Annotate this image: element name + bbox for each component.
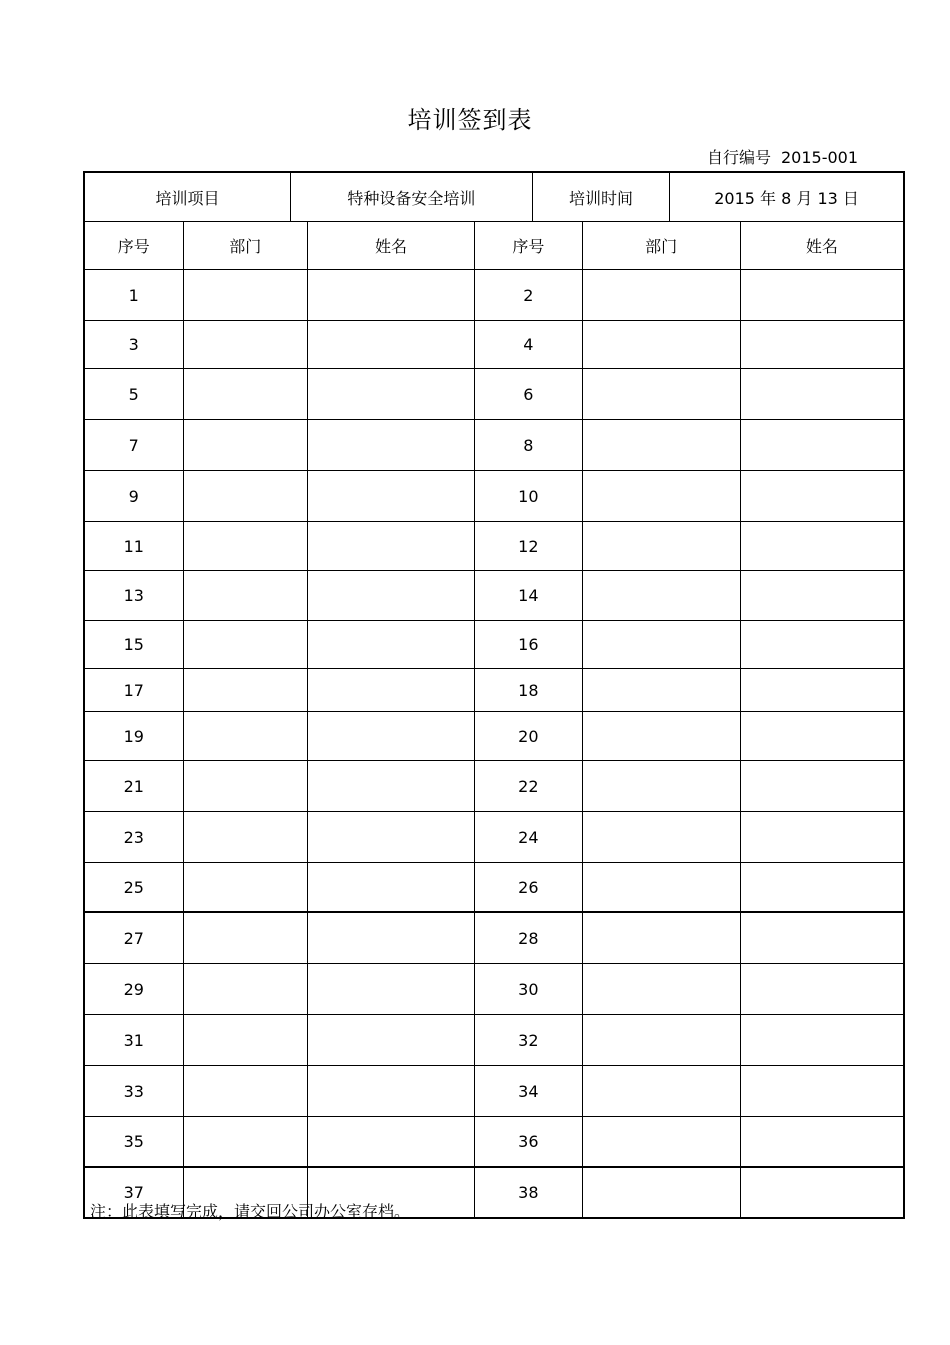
department-cell-left[interactable] — [184, 964, 308, 1014]
name-cell-left[interactable] — [308, 369, 475, 419]
table-header-info — [85, 173, 903, 222]
name-cell-left[interactable] — [308, 420, 475, 470]
table-row — [85, 1117, 903, 1168]
training-time-label: 培训时间 — [533, 173, 670, 221]
department-cell-right[interactable] — [583, 863, 741, 911]
department-cell-left[interactable] — [184, 913, 308, 963]
row-index-left: 25 — [85, 863, 184, 911]
name-cell-left[interactable] — [308, 761, 475, 811]
name-cell-left[interactable] — [308, 1015, 475, 1065]
sign-in-table — [83, 171, 905, 1219]
department-cell-left[interactable] — [184, 1015, 308, 1065]
row-index-right: 6 — [475, 369, 582, 419]
row-index-right: 24 — [475, 812, 582, 862]
name-cell-right[interactable] — [741, 761, 903, 811]
name-cell-left[interactable] — [308, 1066, 475, 1116]
table-row — [85, 321, 903, 369]
name-cell-right[interactable] — [741, 270, 903, 320]
name-cell-right[interactable] — [741, 522, 903, 570]
department-cell-right[interactable] — [583, 712, 741, 760]
name-cell-right[interactable] — [741, 621, 903, 668]
table-row — [85, 1066, 903, 1117]
name-cell-left[interactable] — [308, 270, 475, 320]
row-index-left: 31 — [85, 1015, 184, 1065]
name-cell-right[interactable] — [741, 669, 903, 711]
department-cell-right[interactable] — [583, 571, 741, 620]
department-cell-right[interactable] — [583, 471, 741, 521]
department-cell-right[interactable] — [583, 761, 741, 811]
row-index-left: 27 — [85, 913, 184, 963]
row-index-right: 28 — [475, 913, 582, 963]
department-cell-right[interactable] — [583, 1168, 741, 1217]
row-index-right: 22 — [475, 761, 582, 811]
document-number — [707, 145, 858, 168]
column-header-name-left: 姓名 — [308, 222, 475, 269]
row-index-left: 35 — [85, 1117, 184, 1166]
row-index-right: 10 — [475, 471, 582, 521]
table-row — [85, 761, 903, 812]
table-row — [85, 812, 903, 863]
row-index-left: 29 — [85, 964, 184, 1014]
table-row — [85, 621, 903, 669]
department-cell-right[interactable] — [583, 669, 741, 711]
name-cell-left[interactable] — [308, 522, 475, 570]
department-cell-right[interactable] — [583, 964, 741, 1014]
row-index-left: 23 — [85, 812, 184, 862]
row-index-right: 30 — [475, 964, 582, 1014]
department-cell-left[interactable] — [184, 812, 308, 862]
row-index-left: 21 — [85, 761, 184, 811]
name-cell-right[interactable] — [741, 1168, 903, 1217]
department-cell-left[interactable] — [184, 471, 308, 521]
department-cell-left[interactable] — [184, 1066, 308, 1116]
department-cell-right[interactable] — [583, 522, 741, 570]
training-project-label: 培训项目 — [85, 173, 291, 221]
name-cell-right[interactable] — [741, 812, 903, 862]
table-body — [85, 270, 903, 1217]
document-number-label: 自行编号 — [706, 148, 771, 167]
column-header-department-left: 部门 — [184, 222, 308, 269]
name-cell-left[interactable] — [308, 812, 475, 862]
row-index-left: 7 — [85, 420, 184, 470]
row-index-left: 17 — [85, 669, 184, 711]
row-index-left: 5 — [85, 369, 184, 419]
row-index-right: 2 — [475, 270, 582, 320]
department-cell-right[interactable] — [583, 1066, 741, 1116]
document-number-value: 2015-001 — [780, 148, 858, 167]
name-cell-right[interactable] — [741, 863, 903, 911]
department-cell-right[interactable] — [583, 621, 741, 668]
row-index-right: 8 — [475, 420, 582, 470]
department-cell-right[interactable] — [583, 369, 741, 419]
table-row — [85, 571, 903, 621]
name-cell-right[interactable] — [741, 1066, 903, 1116]
row-index-left: 9 — [85, 471, 184, 521]
department-cell-right[interactable] — [583, 1117, 741, 1166]
column-header-index-right: 序号 — [475, 222, 582, 269]
name-cell-right[interactable] — [741, 1015, 903, 1065]
department-cell-left[interactable] — [184, 712, 308, 760]
department-cell-right[interactable] — [583, 812, 741, 862]
row-index-right: 38 — [475, 1168, 582, 1217]
row-index-left: 15 — [85, 621, 184, 668]
row-index-right: 16 — [475, 621, 582, 668]
table-row — [85, 964, 903, 1015]
name-cell-left[interactable] — [308, 471, 475, 521]
row-index-left: 33 — [85, 1066, 184, 1116]
name-cell-right[interactable] — [741, 369, 903, 419]
department-cell-left[interactable] — [184, 369, 308, 419]
department-cell-right[interactable] — [583, 420, 741, 470]
department-cell-left[interactable] — [184, 863, 308, 911]
footer-note: 注：此表填写完成，请交回公司办公室存档。 — [90, 1202, 411, 1221]
row-index-left: 1 — [85, 270, 184, 320]
column-headers — [85, 222, 903, 270]
table-row — [85, 270, 903, 321]
name-cell-left[interactable] — [308, 913, 475, 963]
page-title: 培训签到表 — [407, 106, 533, 134]
row-index-left: 11 — [85, 522, 184, 570]
department-cell-left[interactable] — [184, 270, 308, 320]
column-header-index-left: 序号 — [85, 222, 184, 269]
row-index-right: 4 — [475, 321, 582, 368]
name-cell-left[interactable] — [308, 964, 475, 1014]
table-row — [85, 1015, 903, 1066]
table-row — [85, 522, 903, 571]
department-cell-left[interactable] — [184, 621, 308, 668]
name-cell-left[interactable] — [308, 321, 475, 368]
department-cell-left[interactable] — [184, 761, 308, 811]
name-cell-left[interactable] — [308, 621, 475, 668]
row-index-right: 18 — [475, 669, 582, 711]
name-cell-right[interactable] — [741, 913, 903, 963]
department-cell-right[interactable] — [583, 913, 741, 963]
row-index-right: 20 — [475, 712, 582, 760]
row-index-left: 37 — [85, 1168, 184, 1217]
table-row — [85, 863, 903, 913]
table-row — [85, 669, 903, 712]
department-cell-left[interactable] — [184, 571, 308, 620]
department-cell-left[interactable] — [184, 522, 308, 570]
department-cell-left[interactable] — [184, 321, 308, 368]
name-cell-left[interactable] — [308, 1117, 475, 1166]
table-row — [85, 913, 903, 964]
table-row — [85, 712, 903, 761]
training-time-value: 2015 年 8 月 13 日 — [714, 188, 859, 208]
row-index-left: 13 — [85, 571, 184, 620]
name-cell-right[interactable] — [741, 712, 903, 760]
department-cell-left[interactable] — [184, 669, 308, 711]
department-cell-right[interactable] — [583, 1015, 741, 1065]
name-cell-left[interactable] — [308, 669, 475, 711]
name-cell-left[interactable] — [308, 571, 475, 620]
row-index-left: 3 — [85, 321, 184, 368]
table-row — [85, 420, 903, 471]
row-index-right: 14 — [475, 571, 582, 620]
table-row — [85, 369, 903, 420]
department-cell-left[interactable] — [184, 1117, 308, 1166]
name-cell-right[interactable] — [741, 964, 903, 1014]
name-cell-right[interactable] — [741, 321, 903, 368]
table-row — [85, 471, 903, 522]
row-index-right: 34 — [475, 1066, 582, 1116]
row-index-right: 12 — [475, 522, 582, 570]
name-cell-right[interactable] — [741, 1117, 903, 1166]
column-header-name-right: 姓名 — [805, 237, 838, 256]
name-cell-right[interactable] — [741, 420, 903, 470]
name-cell-right[interactable] — [741, 571, 903, 620]
name-cell-left[interactable] — [308, 863, 475, 911]
name-cell-left[interactable] — [308, 712, 475, 760]
department-cell-right[interactable] — [583, 270, 741, 320]
column-header-department-right: 部门 — [583, 222, 741, 269]
row-index-right: 36 — [475, 1117, 582, 1166]
row-index-right: 26 — [475, 863, 582, 911]
row-index-left: 19 — [85, 712, 184, 760]
training-project-value: 特种设备安全培训 — [291, 173, 533, 221]
department-cell-right[interactable] — [583, 321, 741, 368]
department-cell-left[interactable] — [184, 420, 308, 470]
name-cell-right[interactable] — [741, 471, 903, 521]
row-index-right: 32 — [475, 1015, 582, 1065]
